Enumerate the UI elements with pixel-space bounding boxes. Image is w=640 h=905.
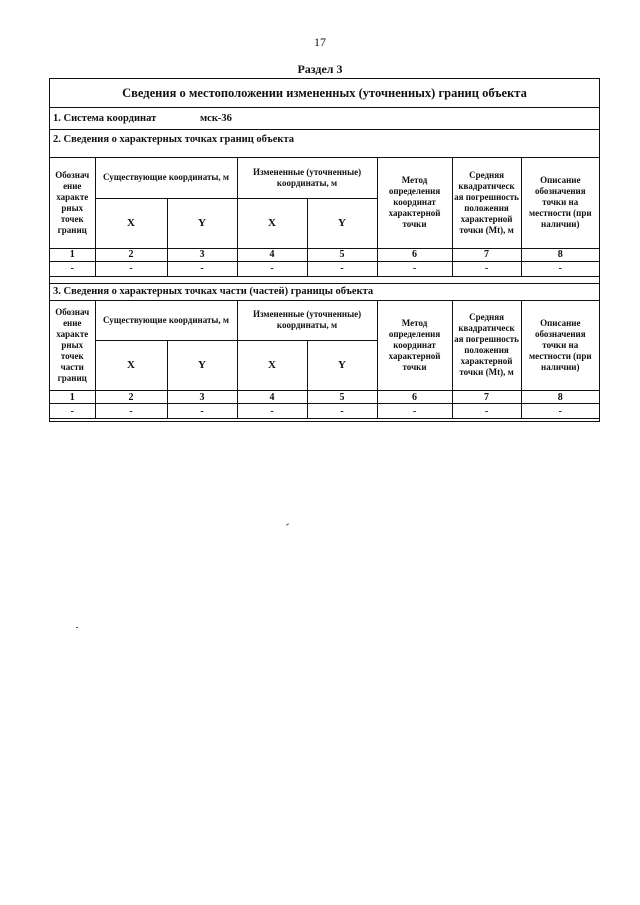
header-method: Метод определения координат характерной точки — [377, 158, 452, 248]
table-cell: - — [95, 261, 167, 276]
header-existing-x: X — [95, 198, 167, 248]
scan-speck — [76, 627, 78, 628]
header-existing-x: X — [95, 341, 167, 391]
table-cell: - — [452, 261, 521, 276]
column-number: 7 — [452, 391, 521, 404]
table-cell: - — [50, 404, 95, 419]
page-number: 17 — [314, 35, 326, 49]
section-divider — [50, 277, 599, 284]
header-changed-x: X — [237, 198, 307, 248]
table-row — [50, 404, 599, 419]
header-changed-coords: Измененные (уточненные) координаты, м — [237, 158, 377, 198]
table-cell: - — [377, 404, 452, 419]
table-cell: - — [377, 261, 452, 276]
coordinate-system-value: мск-36 — [200, 113, 232, 124]
header-existing-coords: Существующие координаты, м — [95, 158, 237, 198]
table-cell: - — [521, 404, 599, 419]
main-title: Сведения о местоположении измененных (уточненных) границ объекта — [50, 79, 599, 108]
table-cell: - — [167, 404, 237, 419]
header-existing-y: Y — [167, 341, 237, 391]
table-cell: - — [237, 261, 307, 276]
header-mean-error: Средняя квадратическ ая погрешность положения характерной точки (Mt), м — [452, 158, 521, 248]
column-number-row — [50, 391, 599, 404]
column-number: 4 — [237, 391, 307, 404]
table-cell: - — [307, 261, 377, 276]
header-existing-coords: Существующие координаты, м — [95, 301, 237, 341]
coordinate-system-row — [50, 108, 599, 130]
table-cell: - — [307, 404, 377, 419]
section3-table — [50, 301, 599, 420]
header-description: Описание обозначения точки на местности (при наличии) — [521, 301, 599, 391]
header-changed-y: Y — [307, 198, 377, 248]
header-changed-y: Y — [307, 341, 377, 391]
column-number: 4 — [237, 248, 307, 261]
header-method: Метод определения координат характерной точки — [377, 301, 452, 391]
column-number: 8 — [521, 248, 599, 261]
column-number: 3 — [167, 248, 237, 261]
table-cell: - — [95, 404, 167, 419]
section2-title: 2. Сведения о характерных точках границ объекта — [50, 130, 599, 158]
table-cell: - — [237, 404, 307, 419]
column-number: 1 — [50, 248, 95, 261]
table-cell: - — [452, 404, 521, 419]
header-changed-coords: Измененные (уточненные) координаты, м — [237, 301, 377, 341]
column-number: 5 — [307, 248, 377, 261]
section-title: Раздел 3 — [297, 62, 343, 76]
table-cell: - — [50, 261, 95, 276]
header-designation: Обознач ение характе рных точек границ — [50, 158, 95, 248]
column-number: 6 — [377, 391, 452, 404]
table-cell: - — [167, 261, 237, 276]
column-number: 1 — [50, 391, 95, 404]
header-designation: Обознач ение характе рных точек части границ — [50, 301, 95, 391]
table-cell: - — [521, 261, 599, 276]
column-number: 2 — [95, 391, 167, 404]
coordinate-system-label: 1. Система координат — [53, 113, 157, 124]
column-number: 2 — [95, 248, 167, 261]
column-number: 7 — [452, 248, 521, 261]
header-existing-y: Y — [167, 198, 237, 248]
column-number: 5 — [307, 391, 377, 404]
header-description: Описание обозначения точки на местности (при наличии) — [521, 158, 599, 248]
table-row — [50, 261, 599, 276]
column-number: 6 — [377, 248, 452, 261]
header-changed-x: X — [237, 341, 307, 391]
section3-title: 3. Сведения о характерных точках части (частей) границы объекта — [50, 284, 599, 301]
column-number-row — [50, 248, 599, 261]
scan-speck — [286, 523, 289, 525]
section3-frame — [49, 78, 600, 422]
header-mean-error: Средняя квадратическ ая погрешность положения характерной точки (Mt), м — [452, 301, 521, 391]
column-number: 3 — [167, 391, 237, 404]
column-number: 8 — [521, 391, 599, 404]
section2-table — [50, 158, 599, 277]
